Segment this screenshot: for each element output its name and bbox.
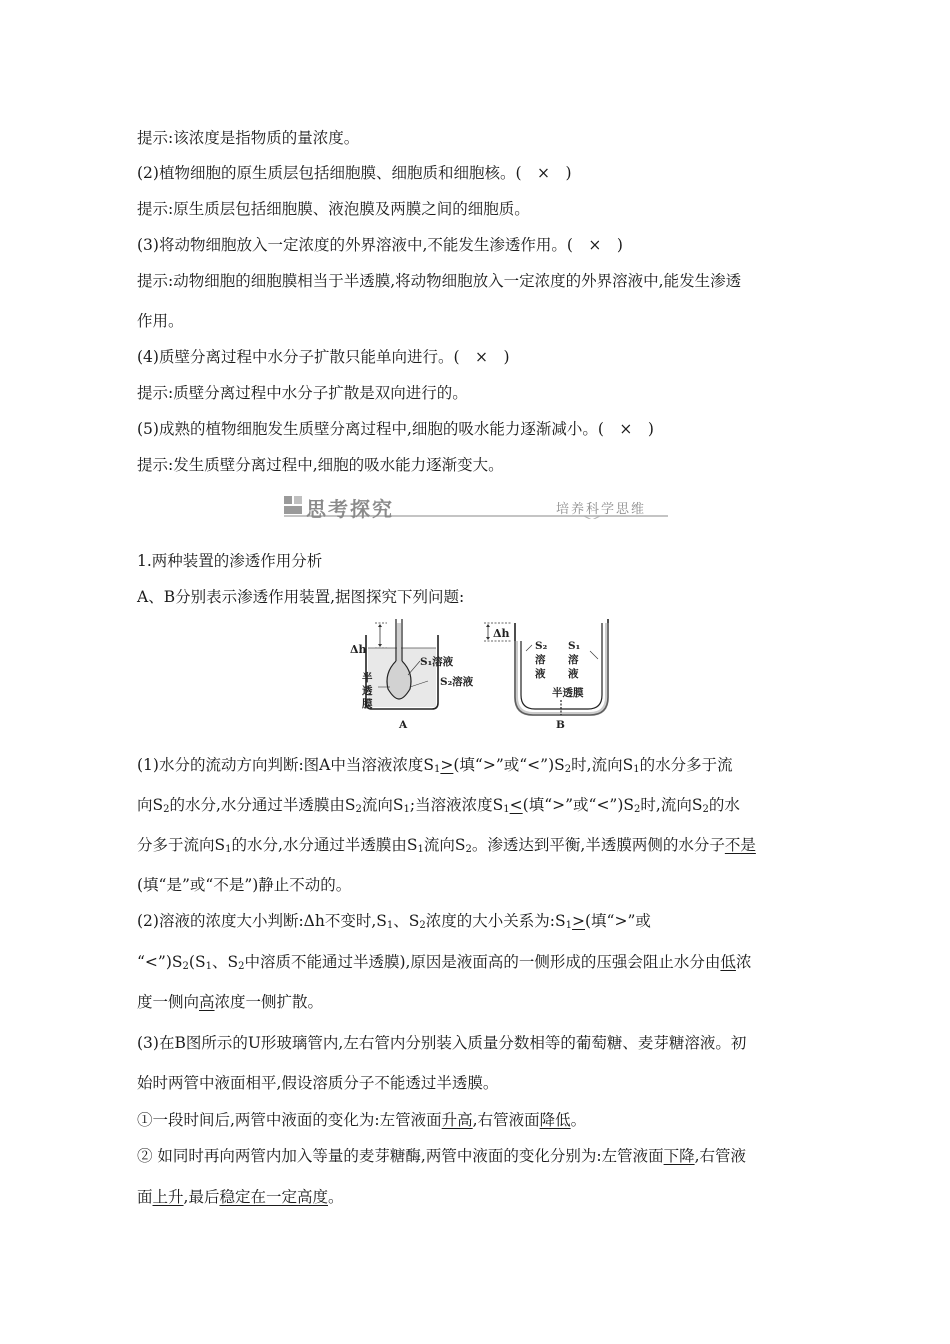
p1-line2: 向$S_2$的水分,水分通过半透膜由$S_2$流向$S_1$;当溶液浓度$S_1<$(填“>”或“$<”)S_2$时,流向$S_2$的水 bbox=[137, 796, 740, 815]
hint-4: 提示:质壁分离过程中水分子扩散是双向进行的。 bbox=[137, 384, 468, 402]
answer: 不是 bbox=[724, 836, 756, 854]
a-membrane-label-3: 膜 bbox=[362, 698, 373, 710]
answer: 高 bbox=[199, 993, 215, 1011]
answer: 降低 bbox=[539, 1111, 571, 1129]
answer: 上升 bbox=[152, 1188, 184, 1206]
question-5: (5)成熟的植物细胞发生质壁分离过程中,细胞的吸水能力逐渐减小。( × ) bbox=[137, 420, 654, 438]
question-4: (4)质壁分离过程中水分子扩散只能单向进行。( × ) bbox=[137, 348, 510, 366]
p1-line1: (1)水分的流动方向判断:图A中当溶液浓度$S_1>$(填“>”或“$<”)S_2$时,流向$S_1$的水分多于流 bbox=[137, 756, 733, 775]
answer: 下降 bbox=[663, 1147, 695, 1165]
answer: < bbox=[509, 796, 523, 814]
hint-3-line1: 提示:动物细胞的细胞膜相当于半透膜,将动物细胞放入一定浓度的外界溶液中,能发生渗透 bbox=[137, 272, 742, 290]
osmosis-figure bbox=[340, 615, 630, 735]
b-s1-label-2: 溶 bbox=[568, 654, 579, 666]
p2-line3: 度一侧向高浓度一侧扩散。 bbox=[137, 993, 324, 1011]
answer: 升高 bbox=[441, 1111, 473, 1129]
answer: > bbox=[572, 912, 585, 930]
b-s2-label-1: S₂ bbox=[535, 640, 548, 652]
answer: > bbox=[440, 756, 454, 774]
section-title: 1.两种装置的渗透作用分析 bbox=[137, 552, 323, 570]
b-delta-h: Δh bbox=[493, 627, 510, 640]
hint-5: 提示:发生质壁分离过程中,细胞的吸水能力逐渐变大。 bbox=[137, 456, 504, 474]
a-s2-label: S₂溶液 bbox=[440, 676, 474, 688]
p1-line4: (填“是”或“不是”)静止不动的。 bbox=[137, 876, 352, 894]
apparatus-b bbox=[484, 619, 608, 731]
b-s2-label-2: 溶 bbox=[535, 654, 546, 666]
question-2: (2)植物细胞的原生质层包括细胞膜、细胞质和细胞核。( × ) bbox=[137, 164, 572, 182]
hint-2: 提示:原生质层包括细胞膜、液泡膜及两膜之间的细胞质。 bbox=[137, 200, 530, 218]
p2-line1: (2)溶液的浓度大小判断:Δh不变时$,S_1$、$S_2$浓度的大小关系为$:S_1>$(填“>”或 bbox=[137, 912, 651, 931]
p2-line2: “$<”)S_2(S_1$、$S_2$中溶质不能通过半透膜),原因是液面高的一侧形成的压强会阻止水分由低浓 bbox=[137, 953, 752, 972]
b-s1-label-3: 液 bbox=[568, 668, 579, 680]
p3-item2-line2: 面上升,最后稳定在一定高度。 bbox=[137, 1188, 344, 1206]
b-s2-label-3: 液 bbox=[535, 668, 546, 680]
banner-title: 思考探究 bbox=[306, 497, 394, 521]
p1-line3: 分多于流向$S_1$的水分,水分通过半透膜由$S_1$流向$S_2$。渗透达到平衡,半透膜两侧的水分子不是 bbox=[137, 836, 756, 855]
a-label: A bbox=[399, 719, 408, 731]
a-membrane-label-2: 透 bbox=[362, 685, 373, 697]
question-3: (3)将动物细胞放入一定浓度的外界溶液中,不能发生渗透作用。( × ) bbox=[137, 236, 623, 254]
b-membrane-label: 半透膜 bbox=[552, 687, 584, 699]
answer: 低 bbox=[720, 953, 736, 971]
banner-subtitle: 培养科学思维 bbox=[556, 502, 647, 517]
section-banner bbox=[284, 493, 668, 519]
p3-line1: (3)在B图所示的U形玻璃管内,左右管内分别装入质量分数相等的葡萄糖、麦芽糖溶液。初 bbox=[137, 1034, 747, 1052]
a-s1-label: S₁溶液 bbox=[420, 656, 454, 668]
b-s1-label-1: S₁ bbox=[568, 640, 581, 652]
answer: 稳定在一定高度 bbox=[219, 1188, 328, 1206]
apparatus-a bbox=[350, 619, 474, 731]
hint-3-line2: 作用。 bbox=[137, 312, 184, 330]
b-label: B bbox=[556, 719, 565, 731]
p3-item1: ①一段时间后,两管中液面的变化为:左管液面升高,右管液面降低。 bbox=[137, 1111, 587, 1129]
hint-concentration: 提示:该浓度是指物质的量浓度。 bbox=[137, 129, 360, 147]
a-membrane-label-1: 半 bbox=[362, 672, 373, 684]
a-delta-h: Δh bbox=[350, 643, 367, 656]
section-intro: A、B分别表示渗透作用装置,据图探究下列问题: bbox=[137, 588, 465, 606]
p3-item2-line1: ② 如同时再向两管内加入等量的麦芽糖酶,两管中液面的变化分别为:左管液面下降,右管液 bbox=[137, 1147, 747, 1165]
p3-line2: 始时两管中液面相平,假设溶质分子不能透过半透膜。 bbox=[137, 1074, 499, 1092]
